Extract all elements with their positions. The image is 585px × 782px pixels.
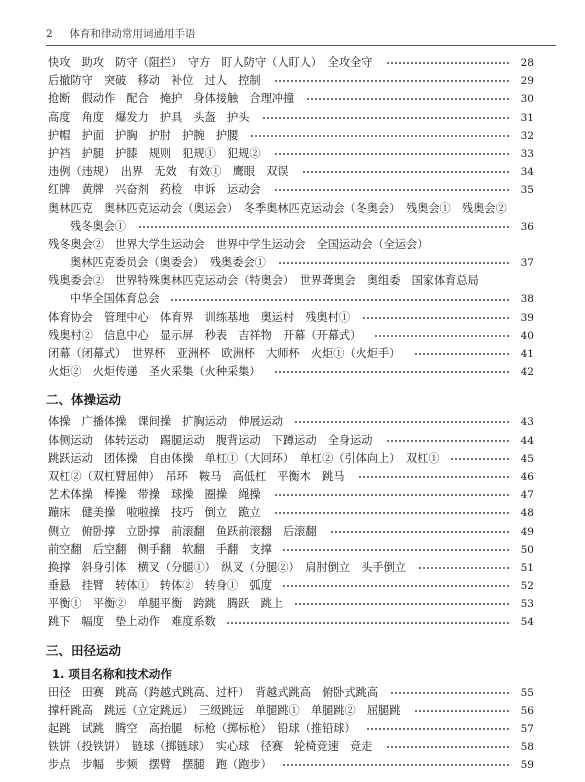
toc-group-gymnastics (48, 413, 534, 631)
dot-leader (274, 189, 510, 191)
toc-leader (274, 181, 534, 199)
toc-leader (138, 218, 534, 236)
dot-leader (170, 299, 510, 301)
toc-page-number: 52 (520, 580, 534, 593)
dot-leader (450, 458, 510, 460)
dot-leader (226, 622, 510, 624)
toc-entry-text: 火炬② 火炬传递 圣火采集（火种采集） (48, 365, 261, 379)
dot-leader (306, 98, 510, 100)
toc-entry[interactable] (48, 504, 534, 522)
toc-entry-text: 护帽 护面 护胸 护肘 护腕 护腰 (48, 128, 239, 142)
toc-entry[interactable] (48, 90, 534, 108)
toc-leader (390, 684, 534, 702)
toc-entry[interactable] (48, 345, 534, 363)
toc-page-number: 32 (520, 129, 534, 142)
toc-page-number: 50 (520, 543, 534, 556)
toc-leader (250, 127, 534, 145)
toc-entry[interactable] (48, 200, 534, 218)
toc-leader (282, 756, 534, 774)
toc-entry-text: 蹦床 健美操 啦啦操 技巧 倒立 跪立 (48, 506, 261, 520)
toc-page-number: 30 (520, 93, 534, 106)
toc-leader (226, 613, 534, 631)
toc-leader (358, 468, 534, 486)
toc-leader (294, 595, 534, 613)
toc-page-number: 53 (520, 598, 534, 611)
toc-entry-text: 快攻 助攻 防守（阻拦） 守方 盯人防守（人盯人） 全攻全守 (48, 56, 373, 69)
toc-leader (414, 702, 534, 720)
toc-leader (274, 145, 534, 163)
toc-page-number: 58 (520, 741, 534, 754)
toc-page-number: 44 (520, 434, 534, 447)
toc-entry[interactable] (48, 181, 534, 199)
toc-entry-text: 跳跃运动 团体操 自由体操 单杠①（大回环） 单杠②（引体向上） 双杠① (48, 451, 440, 465)
toc-entry-text: 奥林匹克委员会（奥委会） 残奥委会① (70, 256, 266, 270)
toc-entry-text: 残冬奥会② 世界大学生运动会 世界中学生运动会 全国运动会（全运会） (48, 237, 429, 251)
toc-leader (274, 363, 534, 381)
toc-leader (330, 523, 534, 541)
toc-entry-text: 违例（违规） 出界 无效 有效① 鹰眼 双误 (48, 165, 289, 179)
toc-page-number: 39 (520, 311, 534, 324)
toc-entry-text: 残奥村② 信息中心 显示屏 秒表 吉祥物 开幕（开幕式） (48, 328, 362, 342)
toc-leader (366, 720, 534, 738)
toc-entry[interactable] (48, 54, 534, 72)
toc-leader (262, 109, 534, 127)
toc-entry-text: 跳下 幅度 垫上动作 难度系数 (48, 615, 216, 629)
toc-entry-text: 换撑 斜身引体 横叉（分腿①） 纵叉（分腿②） 肩肘倒立 头手倒立 (48, 560, 406, 574)
toc-entry[interactable] (48, 309, 534, 327)
toc-entry[interactable] (48, 738, 534, 756)
toc-page-number: 46 (520, 470, 534, 483)
toc-entry-text: 平衡① 平衡② 单腿平衡 跨跳 腾跃 跳上 (48, 597, 283, 611)
toc-entry-text: 垂悬 挂臂 转体① 转体② 转身① 弧度 (48, 579, 272, 593)
dot-leader (390, 692, 510, 694)
toc-leader (274, 486, 534, 504)
toc-page-number: 55 (520, 686, 534, 699)
toc-entry[interactable] (48, 432, 534, 450)
toc-page-number: 54 (520, 616, 534, 629)
dot-leader (294, 421, 510, 423)
dot-leader (282, 764, 510, 766)
toc-entry[interactable] (48, 327, 534, 345)
toc-entry-text: 双杠②（双杠臂屈伸） 吊环 鞍马 高低杠 平衡木 跳马 (48, 469, 345, 483)
toc-page-number: 28 (520, 57, 534, 69)
toc-entry-text: 残冬奥会① (70, 219, 126, 233)
dot-leader (274, 371, 510, 373)
dot-leader (138, 226, 510, 228)
toc-entry[interactable] (48, 127, 534, 145)
dot-leader (374, 335, 510, 337)
toc-entry[interactable] (48, 702, 534, 720)
toc-entry[interactable] (48, 541, 534, 559)
toc-entry[interactable] (48, 236, 534, 254)
toc-page-number: 37 (520, 257, 534, 270)
dot-leader (282, 585, 510, 587)
toc-entry[interactable] (48, 559, 534, 577)
toc-entry[interactable] (48, 290, 534, 308)
toc-group-athletics (48, 684, 534, 775)
toc-page-number: 51 (520, 561, 534, 574)
toc-entry-text: 艺术体操 棒操 带操 球操 圈操 绳操 (48, 488, 261, 502)
toc-page-number: 45 (520, 452, 534, 465)
toc-leader (282, 541, 534, 559)
toc-entry-text: 红牌 黄牌 兴奋剂 药检 申诉 运动会 (48, 183, 261, 197)
toc-entry[interactable] (48, 486, 534, 504)
dot-leader (250, 135, 510, 137)
toc-entry-text: 侧立 俯卧撑 立卧撑 前滚翻 鱼跃前滚翻 后滚翻 (48, 524, 317, 538)
toc-leader (386, 432, 534, 450)
toc-page-number: 57 (520, 723, 534, 735)
toc-entry-text: 闭幕（闭幕式） 世界杯 亚洲杯 欧洲杯 大师杯 火炬①（火炬手） (48, 347, 401, 360)
toc-entry-text: 体操 广播体操 课间操 扩胸运动 伸展运动 (48, 415, 283, 429)
toc-page-number: 38 (520, 293, 534, 306)
toc-entry[interactable] (48, 218, 534, 236)
toc-page-number: 42 (520, 366, 534, 379)
dot-leader (386, 62, 510, 64)
dot-leader (414, 710, 510, 712)
dot-leader (262, 117, 510, 119)
toc-leader (362, 309, 534, 327)
toc-leader (302, 163, 534, 181)
toc-entry-text: 抢断 假动作 配合 掩护 身体接触 合理冲撞 (48, 92, 295, 106)
dot-leader (358, 476, 510, 478)
dot-leader (330, 531, 510, 533)
toc-entry-text: 奥林匹克 奥林匹克运动会（奥运会） 冬季奥林匹克运动会（冬奥会） 残奥会① 残奥会② (48, 201, 507, 215)
toc-group-misc (48, 54, 534, 381)
toc-entry-text: 残奥委会② 世界特殊奥林匹克运动会（特奥会） 世界聋奥会 奥组委 国家体育总局 (48, 274, 479, 288)
section-heading: 二、体操运动 (46, 392, 122, 408)
toc-entry-text: 步点 步幅 步频 摆臂 摆腿 跑（跑步） (48, 758, 272, 772)
toc-entry[interactable] (48, 413, 534, 431)
dot-leader (274, 512, 510, 514)
subsection-heading: 1. 项目名称和技术动作 (52, 666, 172, 681)
dot-leader (414, 353, 510, 355)
toc-page-number: 47 (520, 489, 534, 502)
toc-entry[interactable] (48, 109, 534, 127)
toc-leader (418, 559, 534, 577)
toc-entry[interactable] (48, 720, 534, 738)
toc-entry-text: 中华全国体育总会 (70, 292, 160, 306)
dot-leader (366, 728, 510, 730)
toc-entry-text: 体育协会 管理中心 体育界 训练基地 奥运村 残奥村① (48, 310, 351, 324)
dot-leader (274, 494, 510, 496)
toc-entry-text: 护裆 护腿 护膝 规则 犯规① 犯规② (48, 146, 261, 160)
toc-leader (294, 413, 534, 431)
toc-entry[interactable] (48, 450, 534, 468)
toc-leader (386, 738, 534, 756)
toc-entry-text: 田径 田赛 跳高（跨越式跳高、过杆） 背越式跳高 俯卧式跳高 (48, 685, 379, 699)
toc-page-number: 48 (520, 507, 534, 520)
toc-leader (414, 345, 534, 363)
toc-page-number: 36 (520, 220, 534, 233)
toc-entry[interactable] (48, 145, 534, 163)
toc-page-number: 43 (520, 416, 534, 429)
dot-leader (386, 440, 510, 442)
toc-leader (386, 54, 534, 72)
toc-entry[interactable] (48, 595, 534, 613)
dot-leader (302, 171, 510, 173)
toc-page-number: 35 (520, 184, 534, 197)
toc-entry[interactable] (48, 756, 534, 774)
dot-leader (418, 567, 510, 569)
dot-leader (274, 153, 510, 155)
toc-page-number: 40 (520, 329, 534, 342)
toc-leader (306, 90, 534, 108)
toc-leader (450, 450, 534, 468)
page-number: 2 (46, 28, 53, 40)
toc-page-number: 29 (520, 75, 534, 88)
toc-entry-text: 撑杆跳高 跳远（立定跳远） 三级跳远 单腿跳① 单腿跳② 屈腿跳 (48, 703, 401, 717)
toc-entry[interactable] (48, 613, 534, 631)
section-heading: 三、田径运动 (46, 642, 122, 658)
toc-entry[interactable] (48, 684, 534, 702)
toc-entry[interactable] (48, 72, 534, 90)
toc-leader (274, 72, 534, 90)
toc-entry[interactable] (48, 577, 534, 595)
toc-entry[interactable] (48, 523, 534, 541)
toc-entry[interactable] (48, 272, 534, 290)
toc-entry-text: 体侧运动 体转运动 踢腿运动 腹背运动 下蹲运动 全身运动 (48, 433, 373, 447)
toc-page-number: 59 (520, 759, 534, 772)
toc-page-number: 34 (520, 166, 534, 179)
toc-entry-text: 前空翻 后空翻 侧手翻 软翻 手翻 支撑 (48, 542, 272, 556)
toc-page-number: 56 (520, 704, 534, 717)
dot-leader (282, 549, 510, 551)
toc-entry[interactable] (48, 363, 534, 381)
toc-leader (170, 290, 534, 308)
book-title: 体育和律动常用词通用手语 (69, 28, 196, 40)
toc-entry-text: 高度 角度 爆发力 护具 头盔 护头 (48, 110, 250, 124)
toc-page-number: 49 (520, 525, 534, 538)
toc-entry[interactable] (48, 163, 534, 181)
toc-leader (274, 504, 534, 522)
page-header (46, 25, 556, 43)
toc-leader (278, 254, 534, 272)
toc-entry[interactable] (48, 254, 534, 272)
toc-entry-text: 后撤防守 突破 移动 补位 过人 控制 (48, 74, 261, 88)
header-rule (46, 45, 556, 46)
dot-leader (362, 317, 510, 319)
toc-leader (374, 327, 534, 345)
toc-leader (282, 577, 534, 595)
table-of-contents (48, 54, 534, 775)
toc-page-number: 41 (520, 348, 534, 360)
toc-entry-text: 起跳 试跳 腾空 高抬腿 标枪（掷标枪） 铅球（推铅球） (48, 722, 356, 735)
toc-page-number: 31 (520, 111, 534, 124)
dot-leader (278, 262, 510, 264)
toc-page-number: 33 (520, 147, 534, 160)
toc-entry-text: 铁饼（投铁饼） 链球（掷链球） 实心球 径赛 轮椅竞速 竞走 (48, 740, 373, 754)
dot-leader (274, 80, 510, 82)
toc-entry[interactable] (48, 468, 534, 486)
dot-leader (386, 746, 510, 748)
dot-leader (294, 603, 510, 605)
